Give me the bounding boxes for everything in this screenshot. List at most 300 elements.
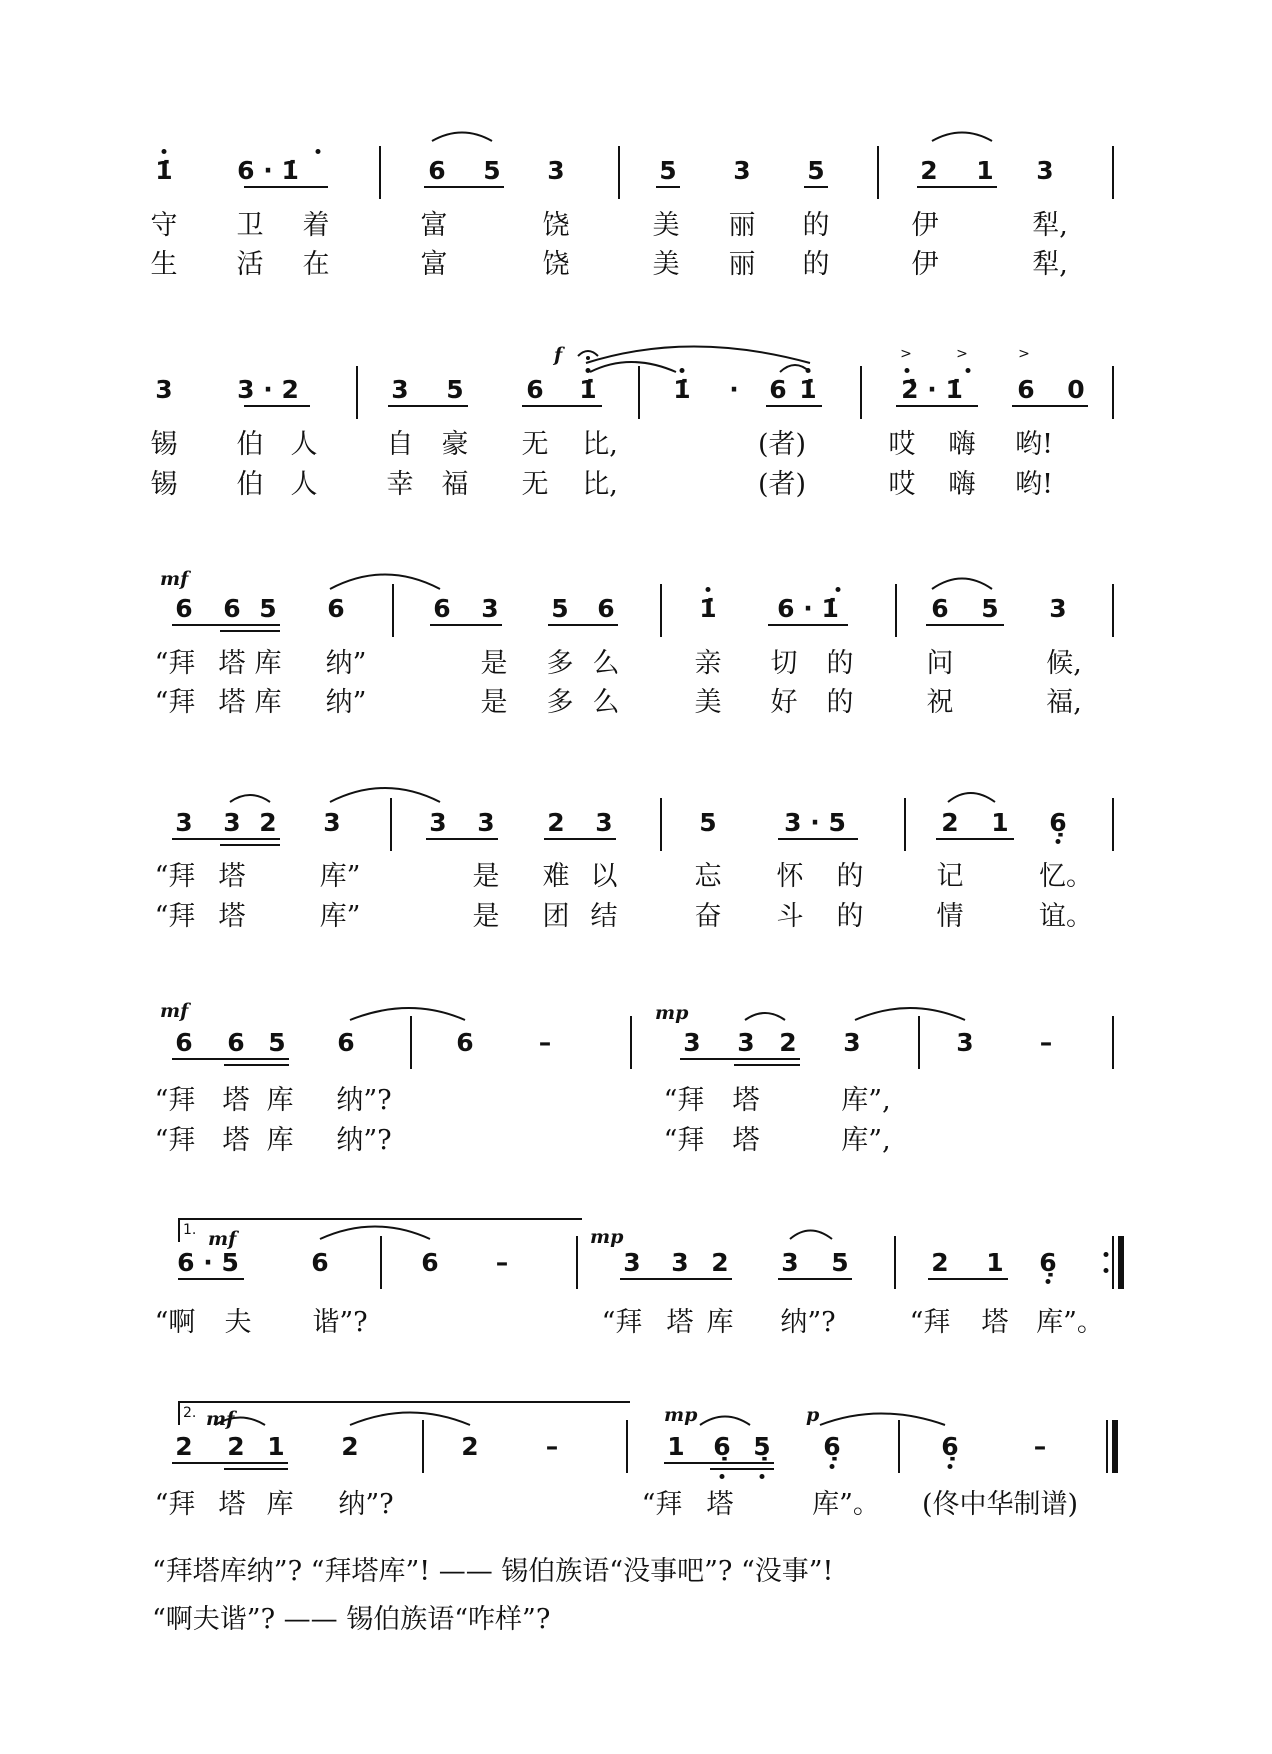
lyric: 多: [546, 687, 574, 718]
note: 2: [227, 1432, 245, 1461]
repeat-barline-thick: [1118, 1236, 1124, 1289]
note: 6: [433, 594, 451, 623]
lyric: 伊: [911, 210, 939, 241]
barline: [895, 584, 897, 637]
note: 2: [341, 1432, 359, 1461]
lyric: (佟中华制谱): [921, 1489, 1079, 1520]
underline: [178, 1278, 244, 1280]
slur: [820, 1414, 945, 1426]
lyric: 哟!: [1015, 429, 1053, 460]
lyric: 伯: [236, 429, 264, 460]
lyric: 是: [472, 901, 500, 932]
barline: [390, 798, 392, 851]
lyric: 纳”?: [336, 1085, 392, 1116]
lyric: 库”。: [812, 1489, 880, 1520]
low-dot: [830, 1464, 835, 1469]
note: 5: [807, 156, 825, 185]
lyric: 以: [590, 861, 618, 892]
lyric: 记: [936, 861, 964, 892]
lyric: 么: [592, 687, 620, 718]
lyric: 怀: [776, 861, 804, 892]
lyric: 福,: [1046, 687, 1082, 718]
barline: [638, 366, 640, 419]
lyric: 问: [926, 648, 954, 679]
low-dot: [1056, 839, 1061, 844]
note: 3: [391, 375, 409, 404]
note: 6: [311, 1248, 329, 1277]
lyric: 纳”: [325, 648, 367, 679]
slur: [432, 133, 492, 142]
underline: [1012, 405, 1088, 407]
lyric: 犁,: [1032, 210, 1068, 241]
slur: [948, 793, 995, 802]
lyric: 锡: [150, 469, 178, 500]
note: 6̣: [1039, 1248, 1057, 1277]
slur: [590, 362, 676, 372]
slur: [350, 1008, 465, 1020]
repeat-barline: [1112, 1236, 1114, 1289]
underline: [768, 624, 848, 626]
note: 5̣: [753, 1432, 771, 1461]
underline: [544, 838, 616, 840]
lyric: 的: [826, 648, 854, 679]
lyric: 嗨: [948, 429, 976, 460]
lyric: “拜: [663, 1085, 705, 1116]
lyric: 库”。: [1036, 1307, 1104, 1338]
underline: [426, 838, 498, 840]
lyric: 纳”?: [338, 1489, 394, 1520]
lyric: 库: [254, 687, 282, 718]
slur: [745, 1013, 785, 1020]
note: 3: [737, 1028, 755, 1057]
barline: [860, 366, 862, 419]
lyric: 饶: [542, 249, 570, 280]
note: 3: [1036, 156, 1054, 185]
lyric: 塔: [732, 1125, 760, 1156]
note: 6: [227, 1028, 245, 1057]
underline: [244, 405, 310, 407]
lyric: 纳”: [325, 687, 367, 718]
high-dot: [586, 368, 591, 373]
lyric: 富: [420, 210, 448, 241]
underline: [172, 1462, 288, 1464]
barline: [422, 1420, 424, 1473]
lyric: 情: [936, 901, 964, 932]
note: 1: [976, 156, 994, 185]
lyric: (者): [757, 469, 807, 500]
footnote-1: “拜塔库纳”? “拜塔库”! —— 锡伯族语“没事吧”? “没事”!: [152, 1556, 834, 1587]
barline: [1112, 584, 1114, 637]
lyric: 丽: [728, 249, 756, 280]
note: 6: [769, 375, 787, 404]
lyric: 塔: [666, 1307, 694, 1338]
underline: [804, 186, 828, 188]
lyric: “拜: [601, 1307, 643, 1338]
underline: [424, 186, 504, 188]
note: 3: [671, 1248, 689, 1277]
lyric: 人: [290, 429, 318, 460]
low-dot: [760, 1474, 765, 1479]
dynamic-mark: mf: [160, 1000, 189, 1022]
note: 6: [337, 1028, 355, 1057]
note: 1: [267, 1432, 285, 1461]
underline: [664, 1462, 774, 1464]
lyric: 的: [826, 687, 854, 718]
lyric: 夫: [224, 1307, 252, 1338]
note: 2: [941, 808, 959, 837]
note: 0: [1067, 375, 1085, 404]
lyric: 人: [290, 469, 318, 500]
note: 6: [597, 594, 615, 623]
lyric: 库”: [319, 901, 361, 932]
barline: [1112, 1016, 1114, 1069]
note: 5: [659, 156, 677, 185]
high-dot: [905, 368, 910, 373]
lyric: 好: [770, 687, 798, 718]
lyric: 自: [386, 429, 414, 460]
lyric: 伯: [236, 469, 264, 500]
barline: [380, 1236, 382, 1289]
barline: [1112, 146, 1114, 199]
barline: [392, 584, 394, 637]
lyric: 塔: [218, 1489, 246, 1520]
volta-bracket: [178, 1401, 630, 1425]
underline: [224, 1468, 288, 1470]
note: 2: [920, 156, 938, 185]
dynamic-mark: mf: [208, 1228, 237, 1250]
note: –: [538, 1028, 552, 1057]
lyric: 比,: [582, 469, 618, 500]
lyric: 福: [441, 469, 469, 500]
note: 3: [595, 808, 613, 837]
high-dot: [966, 368, 971, 373]
lyric: 富: [420, 249, 448, 280]
underline: [778, 838, 858, 840]
note: 3: [683, 1028, 701, 1057]
note: 5: [259, 594, 277, 623]
lyric: 活: [236, 249, 264, 280]
underline: [220, 630, 280, 632]
barline: [356, 366, 358, 419]
note: 2: [547, 808, 565, 837]
lyric: 库: [254, 648, 282, 679]
lyric: 哎: [888, 429, 916, 460]
underline: [220, 844, 280, 846]
dynamic-mark: mp: [664, 1404, 698, 1426]
high-dot: [836, 587, 841, 592]
note: 1̇: [699, 594, 717, 623]
note: 2: [175, 1432, 193, 1461]
lyric: 结: [590, 901, 618, 932]
lyric: 库”,: [841, 1125, 891, 1156]
lyric: 忆。: [1039, 861, 1093, 892]
lyric: 的: [836, 901, 864, 932]
underline: [172, 838, 280, 840]
slur: [790, 1231, 832, 1240]
lyric: 库”,: [841, 1085, 891, 1116]
note: –: [1033, 1432, 1047, 1461]
barline: [898, 1420, 900, 1473]
barline: [1112, 798, 1114, 851]
lyric: 锡: [150, 429, 178, 460]
barline: [626, 1420, 628, 1473]
lyric: “拜: [154, 861, 196, 892]
note: 3: [323, 808, 341, 837]
note: 1̇: [799, 375, 817, 404]
note: 3: [481, 594, 499, 623]
footnote-2: “啊夫谐”? —— 锡伯族语“咋样”?: [152, 1604, 551, 1635]
note: 3: [223, 808, 241, 837]
note: 6̣: [941, 1432, 959, 1461]
note: 5: [699, 808, 717, 837]
repeat-dot: [1104, 1252, 1109, 1257]
slur: [586, 347, 810, 364]
barline: [918, 1016, 920, 1069]
dynamic-mark: p: [806, 1404, 820, 1426]
final-barline-thick: [1112, 1420, 1118, 1473]
note: 6̣: [823, 1432, 841, 1461]
underline: [917, 186, 997, 188]
slur: [855, 1008, 965, 1020]
underline: [680, 1058, 800, 1060]
barline: [618, 146, 620, 199]
lyric: 库: [266, 1085, 294, 1116]
note: 2: [461, 1432, 479, 1461]
underline: [224, 1064, 289, 1066]
final-barline: [1106, 1420, 1108, 1473]
lyric: 塔: [218, 648, 246, 679]
lyric: 哎: [888, 469, 916, 500]
lyric: 谐”?: [312, 1307, 368, 1338]
note: –: [545, 1432, 559, 1461]
lyric: 无: [521, 429, 549, 460]
accent-mark: >: [900, 346, 912, 362]
lyric: 的: [802, 249, 830, 280]
note: 3 · 5: [784, 808, 846, 837]
note: 6̣: [713, 1432, 731, 1461]
lyric: “拜: [154, 648, 196, 679]
low-dot: [948, 1464, 953, 1469]
lyric: 忘: [694, 861, 722, 892]
note: 2̇ · 1̇: [901, 375, 963, 404]
note: 3: [547, 156, 565, 185]
underline: [548, 624, 618, 626]
note: 2: [931, 1248, 949, 1277]
underline: [522, 405, 602, 407]
lyric: 幸: [386, 469, 414, 500]
fermata: [578, 351, 598, 356]
lyric: 是: [480, 648, 508, 679]
lyric: 比,: [582, 429, 618, 460]
volta-number: 1.: [183, 1222, 197, 1238]
lyric: 饶: [542, 210, 570, 241]
barline: [410, 1016, 412, 1069]
note: 3: [781, 1248, 799, 1277]
lyric: 着: [302, 210, 330, 241]
note: 6: [175, 1028, 193, 1057]
note: 5: [831, 1248, 849, 1277]
note: 3: [956, 1028, 974, 1057]
underline: [172, 624, 280, 626]
note: 2: [779, 1028, 797, 1057]
lyric: 亲: [694, 648, 722, 679]
lyric: 伊: [911, 249, 939, 280]
lyric: 生: [150, 249, 178, 280]
note: 1̇: [579, 375, 597, 404]
note: 6: [327, 594, 345, 623]
lyric: 塔: [706, 1489, 734, 1520]
lyric: 塔: [222, 1085, 250, 1116]
lyric: 库: [266, 1125, 294, 1156]
note: 6: [428, 156, 446, 185]
note: –: [1039, 1028, 1053, 1057]
volta-number: 2.: [183, 1405, 197, 1421]
lyric: 纳”?: [780, 1307, 836, 1338]
lyric: (者): [757, 429, 807, 460]
note: 6: [223, 594, 241, 623]
lyric: “拜: [154, 1085, 196, 1116]
underline: [430, 624, 502, 626]
lyric: 切: [770, 648, 798, 679]
slur: [700, 1417, 750, 1426]
note: 1̇: [155, 156, 173, 185]
lyric: 祝: [926, 687, 954, 718]
note: 3: [429, 808, 447, 837]
lyric: 豪: [441, 429, 469, 460]
dynamic-mark: f: [554, 344, 563, 366]
lyric: “拜: [154, 1125, 196, 1156]
lyric: 塔: [981, 1307, 1009, 1338]
note: 6 · 1̇: [237, 156, 299, 185]
lyric: 塔: [218, 901, 246, 932]
barline: [1112, 366, 1114, 419]
underline: [734, 1064, 800, 1066]
dynamic-mark: mf: [206, 1408, 235, 1430]
lyric: 的: [836, 861, 864, 892]
lyric: 奋: [694, 901, 722, 932]
underline: [244, 186, 328, 188]
lyric: 无: [521, 469, 549, 500]
note: 1: [667, 1432, 685, 1461]
slur: [932, 579, 992, 590]
underline: [936, 838, 1014, 840]
lyric: 是: [480, 687, 508, 718]
lyric: “拜: [154, 687, 196, 718]
slur: [330, 788, 440, 802]
lyric: 哟!: [1015, 469, 1053, 500]
dynamic-mark: mf: [160, 568, 189, 590]
note: 6: [421, 1248, 439, 1277]
lyric: “啊: [154, 1307, 196, 1338]
lyric: 塔: [218, 861, 246, 892]
slur: [932, 133, 992, 142]
lyric: 库: [706, 1307, 734, 1338]
lyric: 谊。: [1039, 901, 1093, 932]
lyric: 纳”?: [336, 1125, 392, 1156]
note: 2: [711, 1248, 729, 1277]
note: –: [495, 1248, 509, 1277]
underline: [778, 1278, 852, 1280]
barline: [660, 584, 662, 637]
note: 3: [733, 156, 751, 185]
barline: [877, 146, 879, 199]
barline: [660, 798, 662, 851]
barline: [630, 1016, 632, 1069]
lyric: 是: [472, 861, 500, 892]
note: 5: [446, 375, 464, 404]
barline: [576, 1236, 578, 1289]
underline: [388, 405, 468, 407]
note: ·: [729, 375, 739, 404]
lyric: 候,: [1046, 648, 1082, 679]
note: 6: [526, 375, 544, 404]
underline: [896, 405, 978, 407]
note: 6̣: [1049, 808, 1067, 837]
underline: [620, 1278, 732, 1280]
lyric: 塔: [218, 687, 246, 718]
note: 6: [931, 594, 949, 623]
note: 3: [623, 1248, 641, 1277]
note: 5: [981, 594, 999, 623]
low-dot: [1046, 1279, 1051, 1284]
slur: [330, 575, 440, 590]
lyric: 库: [266, 1489, 294, 1520]
lyric: 的: [802, 210, 830, 241]
note: 6: [1017, 375, 1035, 404]
note: 1: [991, 808, 1009, 837]
accent-mark: >: [1018, 346, 1030, 362]
barline: [904, 798, 906, 851]
note: 6: [456, 1028, 474, 1057]
underline: [172, 1058, 289, 1060]
lyric: 难: [542, 861, 570, 892]
note: 6: [175, 594, 193, 623]
note: 5: [483, 156, 501, 185]
lyric: 库”: [319, 861, 361, 892]
low-dot: [720, 1474, 725, 1479]
underline: [656, 186, 680, 188]
underline: [766, 405, 822, 407]
note: 3 · 2: [237, 375, 299, 404]
dynamic-mark: mp: [655, 1002, 689, 1024]
lyric: 多: [546, 648, 574, 679]
note: 2: [259, 808, 277, 837]
underline: [710, 1468, 774, 1470]
lyric: “拜: [641, 1489, 683, 1520]
note: 3: [155, 375, 173, 404]
note: 1̇: [673, 375, 691, 404]
note: 3: [1049, 594, 1067, 623]
lyric: 么: [592, 648, 620, 679]
high-dot: [162, 149, 167, 154]
lyric: “拜: [154, 901, 196, 932]
barline: [894, 1236, 896, 1289]
note: 5: [551, 594, 569, 623]
lyric: 团: [542, 901, 570, 932]
repeat-dot: [1104, 1268, 1109, 1273]
high-dot: [806, 368, 811, 373]
lyric: 守: [150, 210, 178, 241]
lyric: “拜: [909, 1307, 951, 1338]
underline: [928, 1278, 1008, 1280]
lyric: 美: [652, 249, 680, 280]
lyric: “拜: [154, 1489, 196, 1520]
note: 5: [268, 1028, 286, 1057]
note: 6 · 5: [177, 1248, 239, 1277]
lyric: 嗨: [948, 469, 976, 500]
note: 3: [175, 808, 193, 837]
dynamic-mark: mp: [590, 1226, 624, 1248]
